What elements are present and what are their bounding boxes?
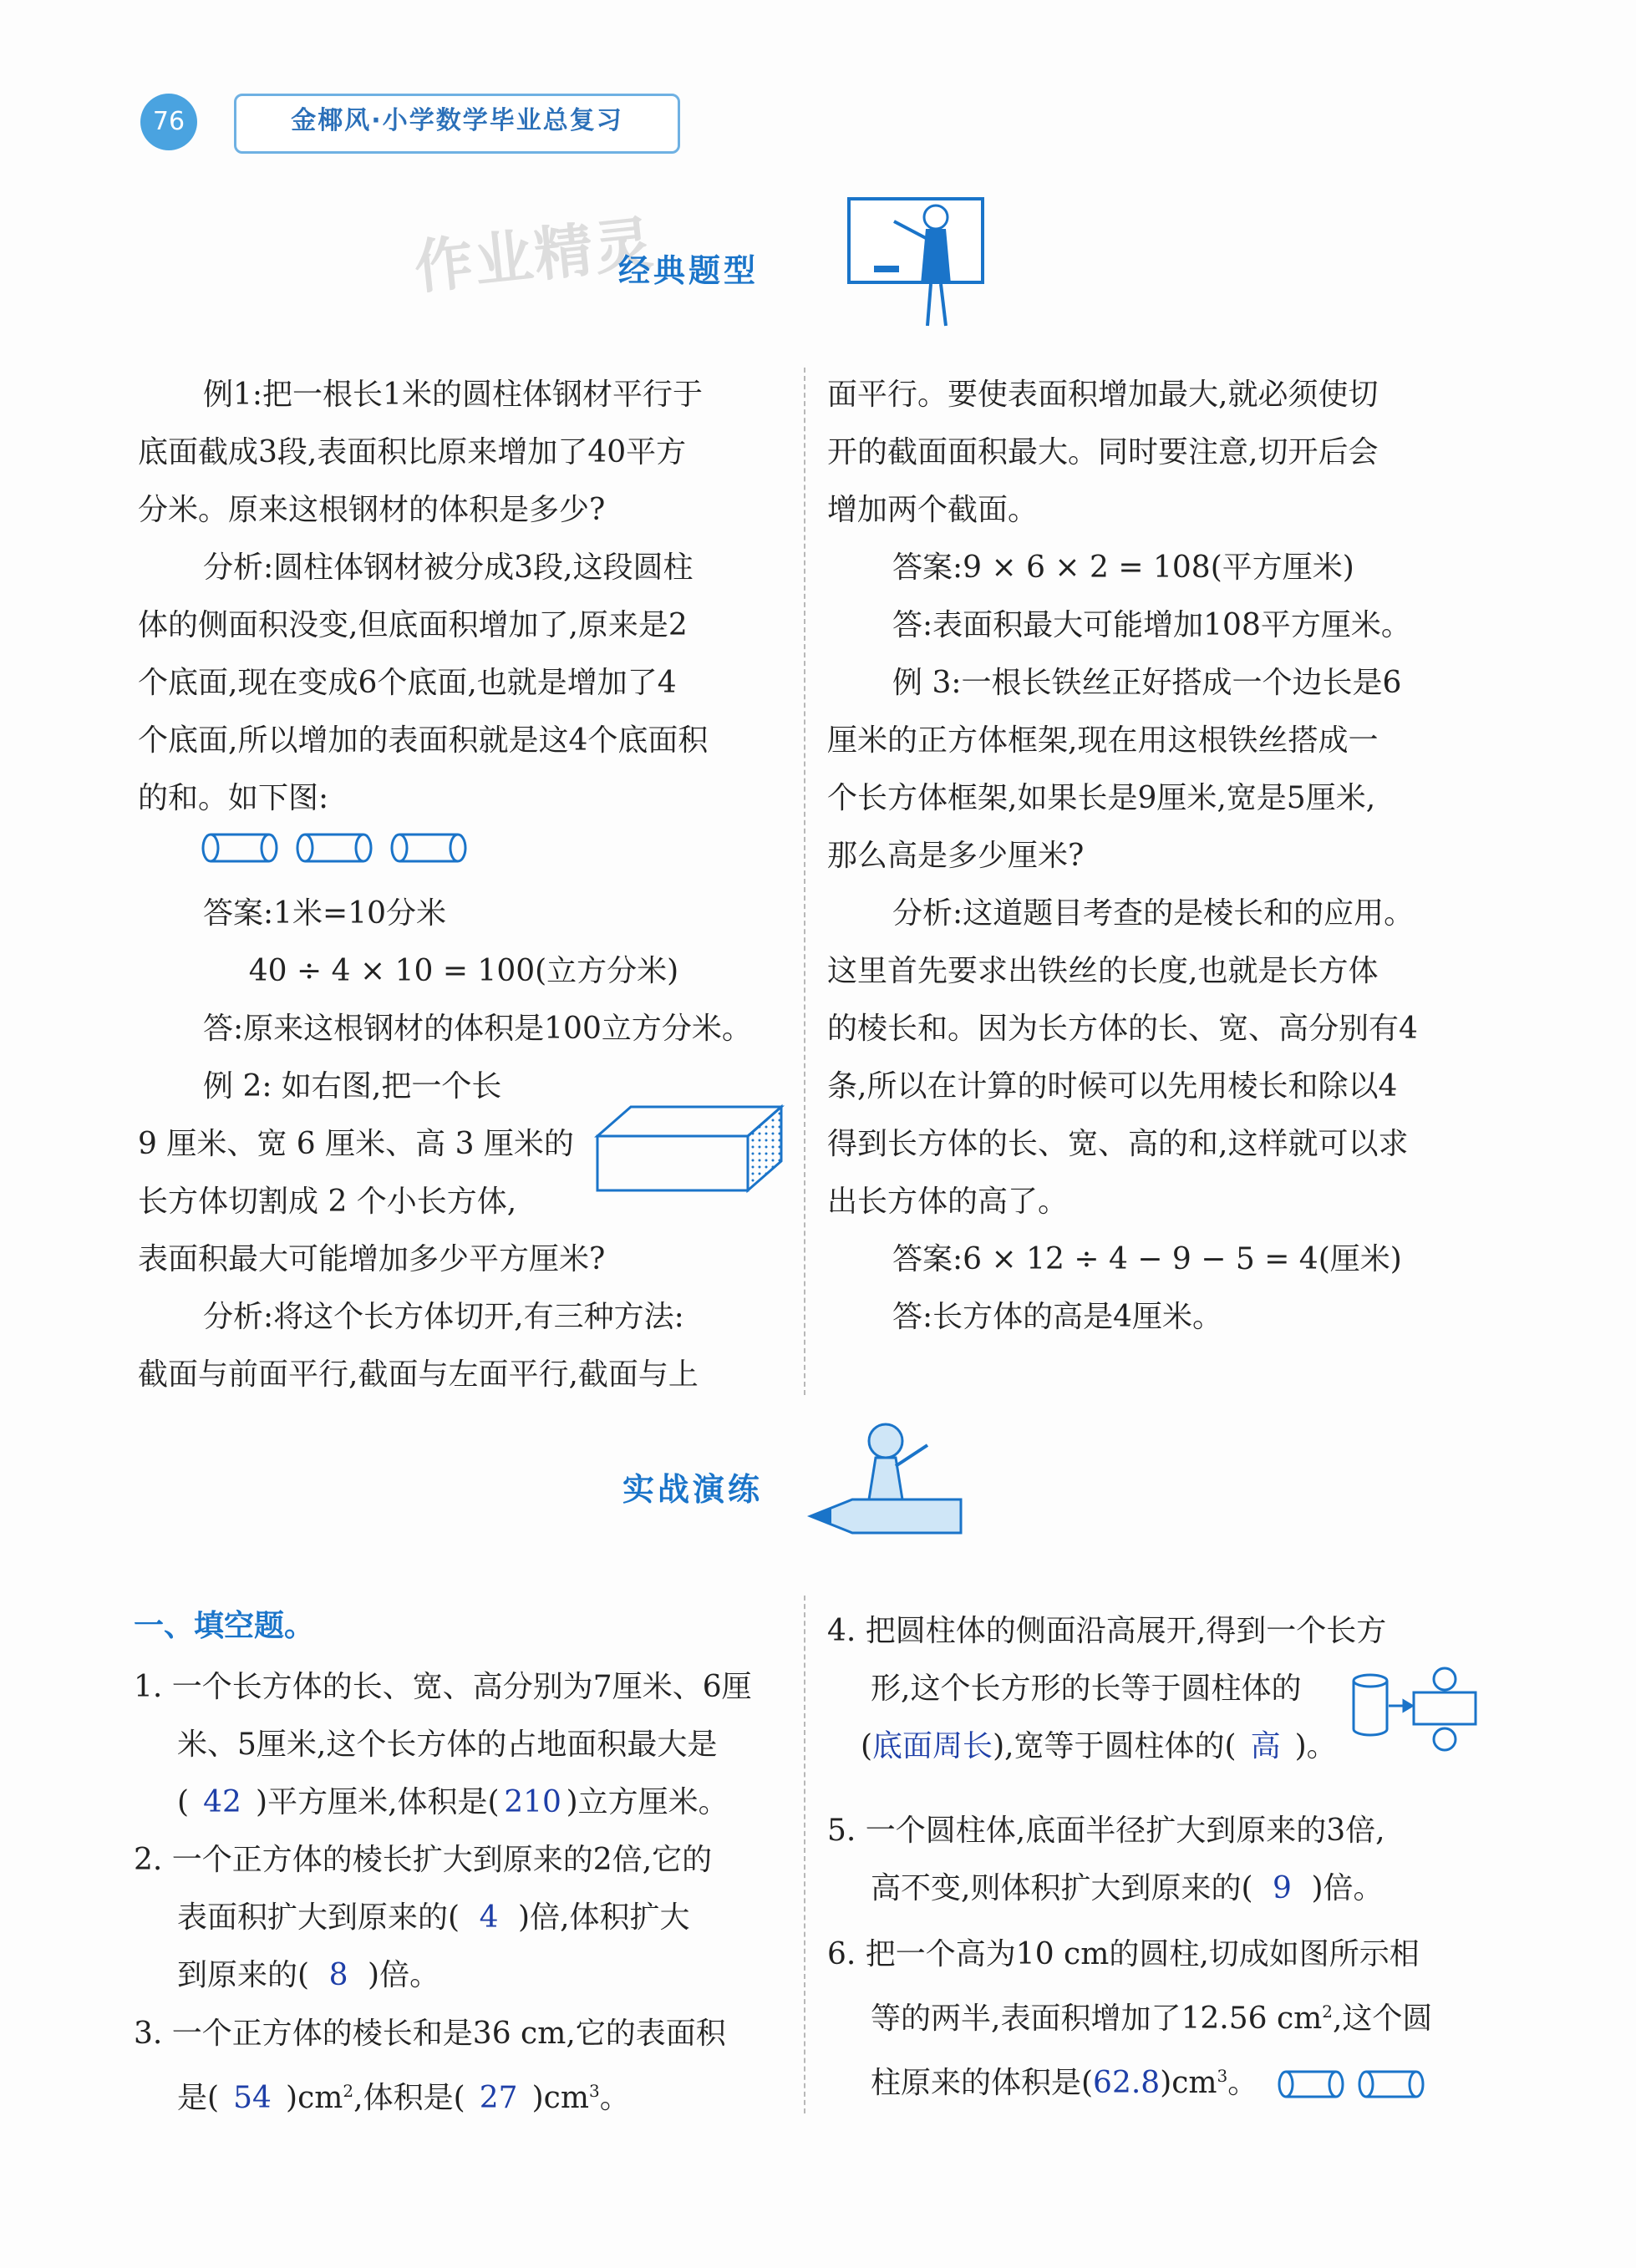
section-title-practice: 实战演练 bbox=[622, 1471, 764, 1508]
analysis1-line: 个底面,现在变成6个底面,也就是增加了4 bbox=[138, 666, 677, 700]
question-text-line bbox=[134, 1889, 794, 1946]
text-fragment: )cm bbox=[1160, 2066, 1217, 2100]
answer3-reply: 答:长方体的高是4厘米。 bbox=[892, 1300, 1223, 1334]
question-text: 1. 一个长方体的长、宽、高分别为7厘米、6厘 bbox=[134, 1670, 752, 1704]
text-fragment: )。 bbox=[1294, 1729, 1337, 1763]
analysis1-line: 体的侧面积没变,但底面积增加了,原来是2 bbox=[138, 608, 688, 642]
question-5 bbox=[827, 1802, 1496, 1917]
analysis3-line: 的棱长和。因为长方体的长、宽、高分别有4 bbox=[827, 1012, 1418, 1046]
halved-cylinder-figure bbox=[1274, 2063, 1441, 2105]
watermark: 作业精灵 bbox=[411, 209, 658, 302]
text-fragment: 是( bbox=[177, 2081, 220, 2115]
question-1 bbox=[134, 1658, 794, 1831]
analysis2-line: 开的截面面积最大。同时要注意,切开后会 bbox=[827, 435, 1379, 469]
question-text-line bbox=[827, 1860, 1496, 1917]
analysis1-line: 的和。如下图: bbox=[138, 781, 329, 815]
text-fragment: 。 bbox=[1227, 2066, 1258, 2100]
example1-line: 分米。原来这根钢材的体积是多少? bbox=[138, 493, 606, 527]
text-fragment: 高不变,则体积扩大到原来的( bbox=[871, 1871, 1253, 1905]
fill-in-section-heading: 一、填空题。 bbox=[134, 1609, 315, 1643]
cylinder-pieces-icon bbox=[201, 827, 476, 869]
analysis3-line: 出长方体的高了。 bbox=[827, 1185, 1069, 1219]
answer-blank[interactable]: 54 bbox=[233, 2081, 272, 2115]
page-number: 76 bbox=[140, 94, 197, 150]
example2-line: 例 2: 如右图,把一个长 bbox=[203, 1069, 502, 1104]
superscript: 2 bbox=[1322, 2002, 1333, 2022]
example1-line: 底面截成3段,表面积比原来增加了40平方 bbox=[138, 435, 687, 469]
example2-line: 9 厘米、宽 6 厘米、高 3 厘米的 bbox=[138, 1127, 574, 1161]
analysis2-line: 面平行。要使表面积增加最大,就必须使切 bbox=[827, 378, 1379, 412]
text-fragment: ( bbox=[861, 1729, 873, 1763]
text-fragment: )立方厘米。 bbox=[566, 1785, 729, 1819]
text-fragment: )cm bbox=[531, 2081, 589, 2115]
text-fragment: )平方厘米,体积是( bbox=[256, 1785, 500, 1819]
text-fragment: 等的两半,表面积增加了12.56 cm bbox=[871, 2002, 1323, 2036]
question-text: 3. 一个正方体的棱长和是36 cm,它的表面积 bbox=[134, 2017, 726, 2051]
example3-line: 个长方体框架,如果长是9厘米,宽是5厘米, bbox=[827, 781, 1376, 815]
text-fragment: ,体积是( bbox=[353, 2081, 465, 2115]
question-text-line bbox=[134, 2063, 794, 2127]
text-fragment: 到原来的( bbox=[177, 1958, 310, 1992]
superscript: 3 bbox=[588, 2081, 600, 2101]
question-text: 6. 把一个高为10 cm的圆柱,切成如图所示相 bbox=[827, 1937, 1420, 1971]
text-fragment: ),宽等于圆柱体的( bbox=[993, 1729, 1237, 1763]
column-divider bbox=[804, 1596, 805, 2113]
text-fragment: )倍。 bbox=[368, 1958, 440, 1992]
text-fragment: )倍,体积扩大 bbox=[518, 1900, 690, 1935]
question-text-line bbox=[134, 1773, 794, 1831]
example3-line: 例 3:一根长铁丝正好搭成一个边长是6 bbox=[892, 666, 1402, 700]
question-text-line bbox=[134, 1946, 794, 2004]
question-3 bbox=[134, 2005, 794, 2127]
analysis3-line: 得到长方体的长、宽、高的和,这样就可以求 bbox=[827, 1127, 1409, 1161]
superscript: 2 bbox=[343, 2081, 354, 2101]
question-text: 形,这个长方形的长等于圆柱体的 bbox=[871, 1672, 1302, 1706]
answer-blank[interactable]: 9 bbox=[1273, 1871, 1292, 1905]
example2-line: 表面积最大可能增加多少平方厘米? bbox=[138, 1242, 606, 1276]
text-fragment: 柱原来的体积是( bbox=[871, 2066, 1094, 2100]
question-2 bbox=[134, 1831, 794, 2004]
answer-blank[interactable]: 42 bbox=[203, 1785, 241, 1819]
example3-line: 厘米的正方体框架,现在用这根铁丝搭成一 bbox=[827, 723, 1379, 758]
answer-blank[interactable]: 8 bbox=[328, 1958, 348, 1992]
answer-blank[interactable]: 高 bbox=[1250, 1729, 1281, 1763]
analysis3-line: 这里首先要求出铁丝的长度,也就是长方体 bbox=[827, 954, 1379, 988]
answer-blank[interactable]: 27 bbox=[479, 2081, 518, 2115]
answer1-line: 答案:1米=10分米 bbox=[203, 896, 447, 931]
text-fragment: 表面积扩大到原来的( bbox=[177, 1900, 460, 1935]
answer1-formula: 40 ÷ 4 × 10 = 100(立方分米) bbox=[248, 954, 679, 988]
book-title: 金椰风·小学数学毕业总复习 bbox=[234, 94, 680, 154]
cylinder-pieces-figure bbox=[138, 827, 790, 885]
answer-blank[interactable]: 4 bbox=[479, 1900, 499, 1935]
question-text-line bbox=[827, 1983, 1496, 2047]
right-column bbox=[827, 366, 1496, 1346]
analysis3-line: 分析:这道题目考查的是棱长和的应用。 bbox=[892, 896, 1415, 931]
text-fragment: ,这个圆 bbox=[1332, 2002, 1433, 2036]
analysis1-line: 个底面,所以增加的表面积就是这4个底面积 bbox=[138, 723, 709, 758]
question-text: 2. 一个正方体的棱长扩大到原来的2倍,它的 bbox=[134, 1843, 713, 1877]
text-fragment: )cm bbox=[286, 2081, 343, 2115]
question-text: 4. 把圆柱体的侧面沿高展开,得到一个长方 bbox=[827, 1614, 1387, 1648]
text-fragment: ( bbox=[177, 1785, 190, 1819]
question-text: 5. 一个圆柱体,底面半径扩大到原来的3倍, bbox=[827, 1814, 1385, 1848]
answer2-reply: 答:表面积最大可能增加108平方厘米。 bbox=[892, 608, 1411, 642]
analysis1-line: 分析:圆柱体钢材被分成3段,这段圆柱 bbox=[203, 551, 694, 585]
teacher-illustration bbox=[844, 192, 990, 338]
cuboid-figure bbox=[589, 1090, 790, 1199]
example1-line: 例1:把一根长1米的圆柱体钢材平行于 bbox=[203, 378, 703, 412]
answer2-line: 答案:9 × 6 × 2 = 108(平方厘米) bbox=[892, 551, 1354, 585]
superscript: 3 bbox=[1217, 2066, 1228, 2086]
example3-line: 那么高是多少厘米? bbox=[827, 839, 1085, 873]
analysis2-line: 截面与前面平行,截面与左面平行,截面与上 bbox=[138, 1357, 699, 1392]
answer-blank[interactable]: 210 bbox=[504, 1785, 561, 1819]
left-column bbox=[138, 366, 790, 1403]
answer1-reply: 答:原来这根钢材的体积是100立方分米。 bbox=[203, 1012, 752, 1046]
analysis2-line: 增加两个截面。 bbox=[827, 493, 1039, 527]
cylinder-unfold-figure bbox=[1345, 1662, 1479, 1763]
text-fragment: )倍。 bbox=[1311, 1871, 1384, 1905]
answer-blank[interactable]: 底面周长 bbox=[872, 1729, 993, 1763]
answer3-line: 答案:6 × 12 ÷ 4 − 9 − 5 = 4(厘米) bbox=[892, 1242, 1402, 1276]
question-text: 米、5厘米,这个长方体的占地面积最大是 bbox=[177, 1728, 718, 1762]
text-fragment: 。 bbox=[599, 2081, 630, 2115]
example2-line: 长方体切割成 2 个小长方体, bbox=[138, 1185, 517, 1219]
analysis3-line: 条,所以在计算的时候可以先用棱长和除以4 bbox=[827, 1069, 1398, 1104]
analysis2-line: 分析:将这个长方体切开,有三种方法: bbox=[203, 1300, 684, 1334]
boy-on-pencil-illustration bbox=[802, 1416, 978, 1550]
answer-blank[interactable]: 62.8 bbox=[1093, 2066, 1161, 2100]
section-title-classic: 经典题型 bbox=[618, 252, 760, 289]
column-divider bbox=[804, 368, 805, 1395]
